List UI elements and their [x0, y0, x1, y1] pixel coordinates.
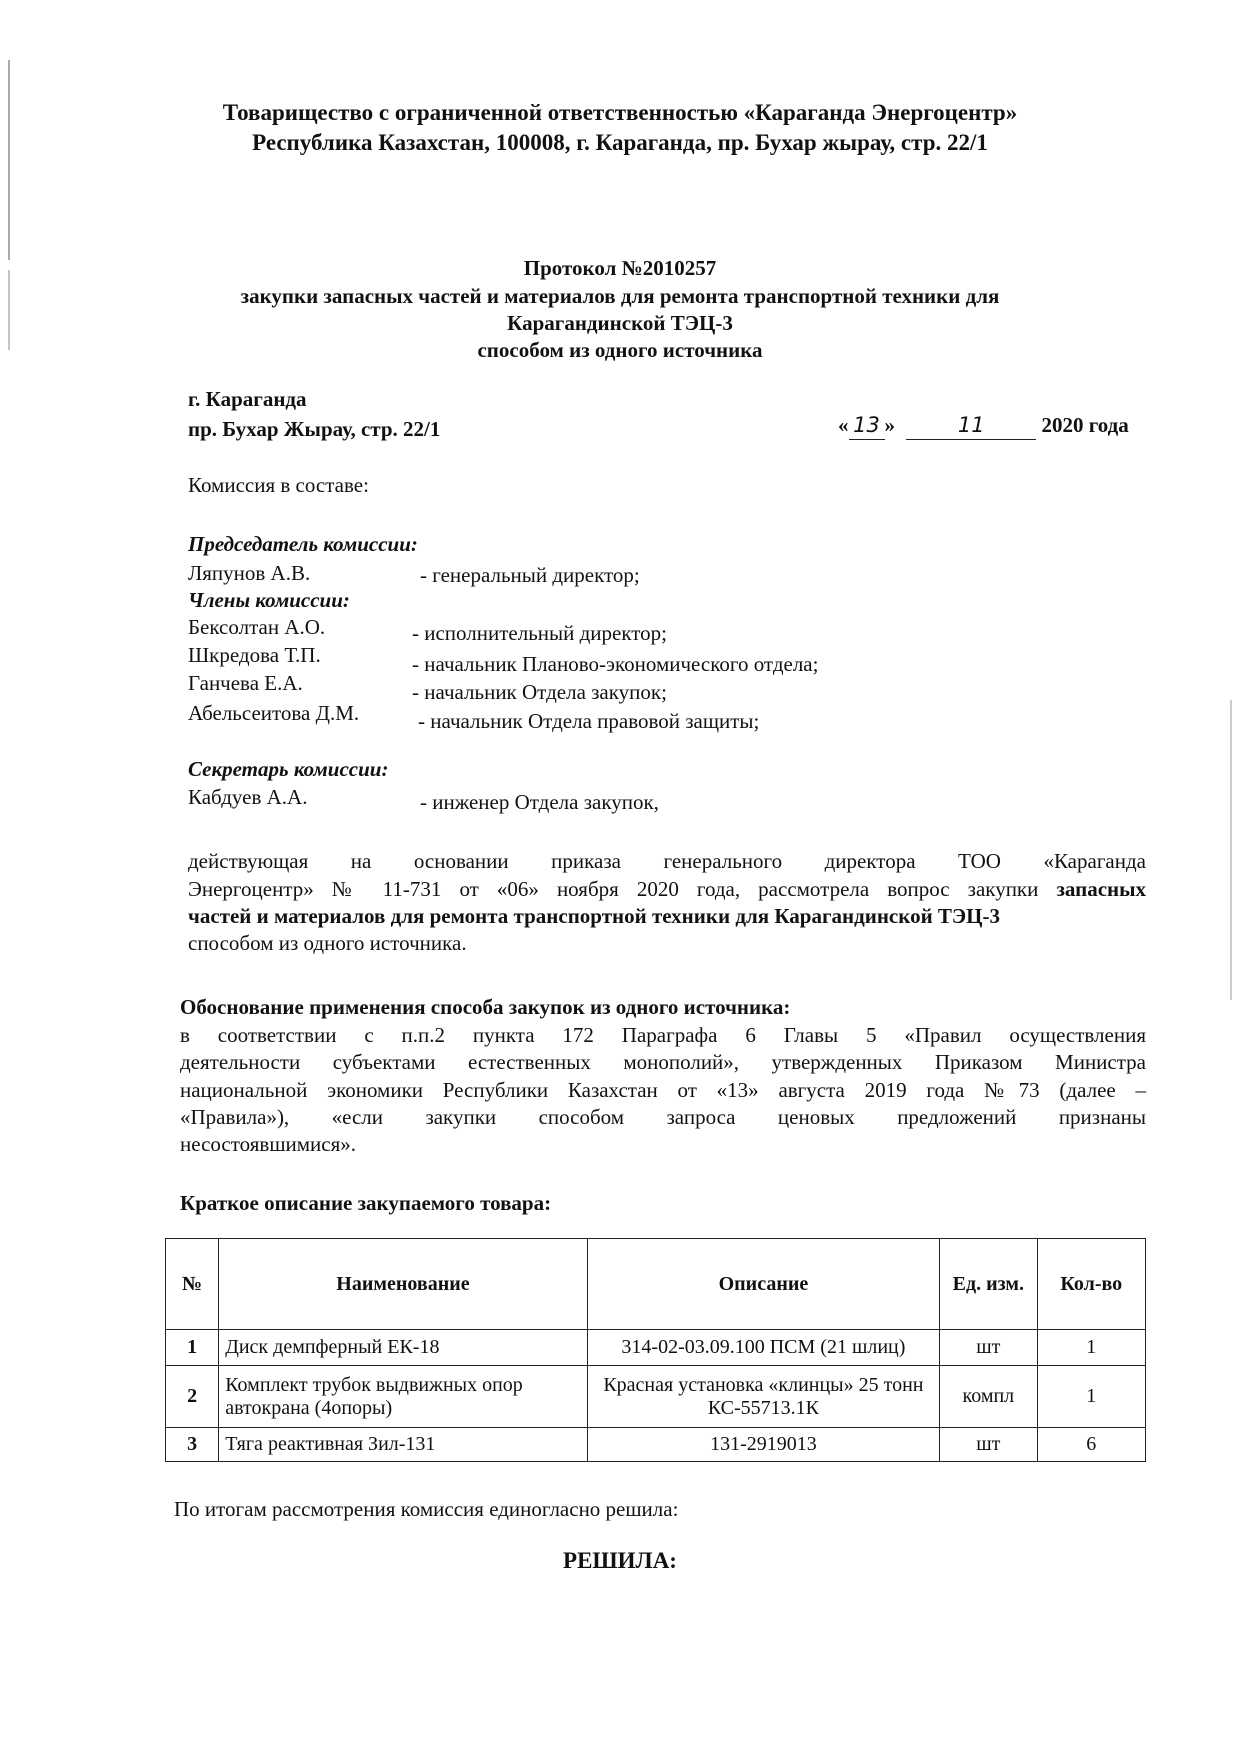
- basis-line4: способом из одного источника.: [188, 931, 467, 955]
- table-row: [166, 1428, 1146, 1462]
- basis-line3: частей и материалов для ремонта транспортной техники для Карагандинской ТЭЦ-3: [188, 904, 1001, 928]
- secretary-label: Секретарь комиссии:: [188, 757, 389, 781]
- basis-line2-text: Энергоцентр» № 11-731 от «06» ноября 2020 года, рассмотрела вопрос закупки: [188, 877, 1039, 901]
- place-address: пр. Бухар Жырау, стр. 22/1: [188, 417, 441, 441]
- col-header-num: №: [166, 1239, 219, 1330]
- member-name: Бексолтан А.О.: [188, 615, 326, 639]
- justification-line1: в соответствии с п.п.2 пункта 172 Параграфа 6 Главы 5 «Правил осуществления: [180, 1023, 1146, 1047]
- date-open-quote: «: [838, 413, 849, 437]
- protocol-subject-line2: Карагандинской ТЭЦ-3: [507, 311, 733, 335]
- cell-num: 3: [166, 1428, 219, 1462]
- cell-unit: компл: [940, 1366, 1037, 1428]
- justification-line4: «Правила»), «если закупки способом запроса ценовых предложений признаны: [180, 1105, 1146, 1129]
- cell-desc: Красная установка «клинцы» 25 тонн КС-55713.1К: [587, 1366, 939, 1428]
- table-row: [166, 1330, 1146, 1366]
- cell-qty: 1: [1037, 1330, 1145, 1366]
- chair-name: Ляпунов А.В.: [188, 561, 311, 585]
- date-close-quote: »: [884, 413, 895, 437]
- member-name: Ганчева Е.А.: [188, 671, 303, 695]
- member-role: - начальник Отдела правовой защиты;: [418, 709, 760, 733]
- member-name: Абельсеитова Д.М.: [188, 701, 360, 725]
- cell-unit: шт: [940, 1330, 1037, 1366]
- basis-line2-bold: запасных: [1056, 877, 1147, 901]
- decision-intro: По итогам рассмотрения комиссия единогласно решила:: [174, 1497, 679, 1521]
- col-header-desc: Описание: [587, 1239, 939, 1330]
- secretary-role: - инженер Отдела закупок,: [420, 790, 659, 814]
- justification-heading: Обоснование применения способа закупок из одного источника:: [180, 995, 791, 1019]
- goods-table: [165, 1238, 1146, 1462]
- protocol-subject-line1: закупки запасных частей и материалов для ремонта транспортной техники для: [240, 284, 1000, 308]
- cell-qty: 6: [1037, 1428, 1145, 1462]
- cell-name: Тяга реактивная Зил-131: [219, 1428, 588, 1462]
- goods-heading: Краткое описание закупаемого товара:: [180, 1191, 552, 1215]
- date-year: 2020 года: [1041, 413, 1129, 437]
- justification-line5: несостоявшимися».: [180, 1132, 356, 1156]
- company-name: Товарищество с ограниченной ответственностью «Караганда Энергоцентр»: [222, 100, 1018, 125]
- protocol-date: [838, 412, 1129, 440]
- cell-num: 1: [166, 1330, 219, 1366]
- basis-line1: действующая на основании приказа генерального директора ТОО «Караганда: [188, 849, 1146, 873]
- cell-name: Комплект трубок выдвижных опор автокрана (4опоры): [219, 1366, 588, 1428]
- col-header-qty: Кол-во: [1037, 1239, 1145, 1330]
- secretary-name: Кабдуев А.А.: [188, 785, 308, 809]
- basis-line2: [188, 876, 1146, 903]
- member-name: Шкредова Т.П.: [188, 643, 321, 667]
- chair-label: Председатель комиссии:: [188, 532, 418, 556]
- protocol-number: Протокол №2010257: [523, 256, 717, 280]
- place-city: г. Караганда: [188, 387, 307, 411]
- company-address: Республика Казахстан, 100008, г. Караганда, пр. Бухар жырау, стр. 22/1: [252, 130, 988, 155]
- col-header-name: Наименование: [219, 1239, 588, 1330]
- cell-name: Диск демпферный ЕК-18: [219, 1330, 588, 1366]
- protocol-method: способом из одного источника: [477, 338, 763, 362]
- commission-intro: Комиссия в составе:: [188, 473, 369, 497]
- members-label: Члены комиссии:: [188, 588, 350, 612]
- decision-heading: РЕШИЛА:: [563, 1548, 677, 1573]
- cell-qty: 1: [1037, 1366, 1145, 1428]
- justification-line2: деятельности субъектами естественных монополий», утвержденных Приказом Министра: [180, 1050, 1146, 1074]
- table-header-row: [166, 1239, 1146, 1330]
- scan-edge-mark: [1230, 700, 1232, 1000]
- member-role: - исполнительный директор;: [412, 621, 668, 645]
- member-role: - начальник Планово-экономического отдела;: [412, 652, 819, 676]
- table-row: [166, 1366, 1146, 1428]
- scan-edge-mark: [8, 60, 10, 260]
- cell-desc: 131-2919013: [587, 1428, 939, 1462]
- cell-desc: 314-02-03.09.100 ПСМ (21 шлиц): [587, 1330, 939, 1366]
- cell-num: 2: [166, 1366, 219, 1428]
- justification-line3: национальной экономики Республики Казахстан от «13» августа 2019 года №73 (далее –: [180, 1078, 1146, 1102]
- date-month: 11: [906, 412, 1036, 440]
- col-header-unit: Ед. изм.: [940, 1239, 1037, 1330]
- cell-unit: шт: [940, 1428, 1037, 1462]
- date-day: 13: [849, 412, 885, 440]
- chair-role: - генеральный директор;: [420, 563, 640, 587]
- member-role: - начальник Отдела закупок;: [412, 680, 667, 704]
